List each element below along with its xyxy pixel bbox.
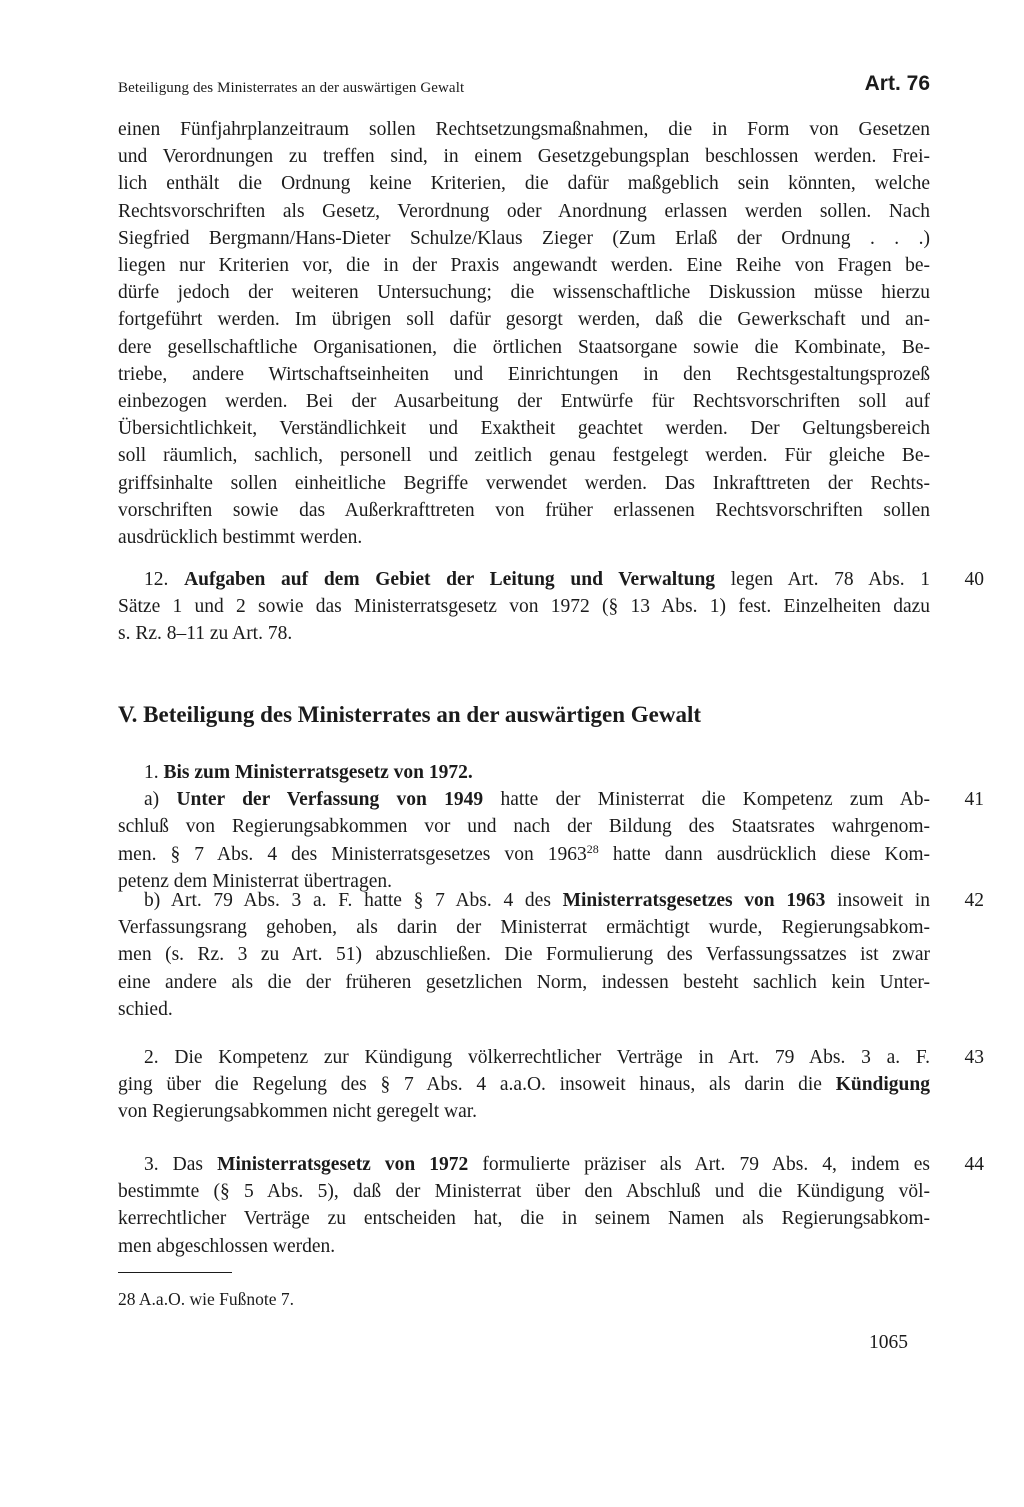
text-line: Sätze 1 und 2 sowie das Ministerratsgesetz von 1972 (§ 13 Abs. 1) fest. Einzelheiten dazu xyxy=(118,596,930,618)
footnote-reference[interactable]: 28 xyxy=(586,841,599,856)
margin-number: 43 xyxy=(964,1047,984,1068)
margin-number: 44 xyxy=(964,1154,984,1175)
text-line xyxy=(118,841,930,868)
bold-phrase: Aufgaben auf dem Gebiet der Leitung und Verwaltung xyxy=(184,569,716,590)
text-line: men (s. Rz. 3 zu Art. 51) abzuschließen. Die Formulierung des Verfassungssatzes ist zwar xyxy=(118,944,930,966)
text-line: petenz dem Ministerrat übertragen. xyxy=(118,870,392,892)
text-line: ausdrücklich bestimmt werden. xyxy=(118,527,363,549)
text-line xyxy=(118,1151,930,1178)
subsection-number: 1. xyxy=(144,762,159,783)
text-line: fortgeführt werden. Im übrigen soll dafür gesorgt werden, daß die Gewerkschaft und an- xyxy=(118,309,930,331)
text-line: und Verordnungen zu treffen sind, in einem Gesetzgebungsplan beschlossen werden. Frei- xyxy=(118,146,930,168)
text-fragment: ging über die Regelung des § 7 Abs. 4 a.a.O. insoweit hinaus, als darin die xyxy=(118,1074,822,1096)
text-line: von Regierungsabkommen nicht geregelt war. xyxy=(118,1101,478,1123)
text-line: Übersichtlichkeit, Verständlichkeit und Exaktheit geachtet werden. Der Geltungsbereich xyxy=(118,418,930,440)
text-line: Siegfried Bergmann/Hans-Dieter Schulze/Klaus Zieger (Zum Erlaß der Ordnung . . .) xyxy=(118,227,930,249)
text-line: dürfe jedoch der weiteren Untersuchung; die wissenschaftliche Diskussion müsse hierzu xyxy=(118,282,930,304)
text-fragment: hatte der Ministerrat die Kompetenz zum Ab- xyxy=(500,789,931,811)
paragraph-continuation xyxy=(118,116,930,551)
bold-phrase: Kündigung xyxy=(835,1074,930,1096)
paragraph-number: 12. xyxy=(144,569,169,590)
text-fragment: insoweit in xyxy=(837,890,931,911)
subsection-3 xyxy=(118,1151,930,1260)
text-line xyxy=(118,1071,930,1098)
text-fragment: hatte dann ausdrücklich diese Kom- xyxy=(612,843,930,865)
text-line: eine andere als die der früheren gesetzlichen Norm, indessen besteht sachlich kein Unter- xyxy=(118,971,930,993)
subsection-b xyxy=(118,869,930,1023)
footnote-divider xyxy=(118,1272,232,1273)
section-heading: V. Beteiligung des Ministerrates an der auswärtigen Gewalt xyxy=(118,702,702,727)
text-line: vorschriften sowie das Außerkrafttreten von früher erlassenen Rechtsvorschriften sollen xyxy=(118,499,930,521)
text-line xyxy=(118,887,930,914)
text-line: bestimmte (§ 5 Abs. 5), daß der Ministerrat über den Abschluß und die Kündigung völ- xyxy=(118,1181,930,1203)
text-line xyxy=(118,786,930,813)
text-line: triebe, andere Wirtschaftseinheiten und Einrichtungen in den Rechtsgestaltungsprozeß xyxy=(118,363,930,385)
margin-number: 40 xyxy=(964,569,984,590)
text-line: kerrechtlicher Verträge zu entscheiden hat, die in seinem Namen als Regierungsabkom- xyxy=(118,1208,930,1230)
text-fragment: men. § 7 Abs. 4 des Ministerratsgesetzes von 1963 xyxy=(118,843,587,865)
subsection-2 xyxy=(118,1044,930,1126)
paragraph-12 xyxy=(118,566,930,648)
text-fragment: legen Art. 78 Abs. 1 xyxy=(730,569,931,590)
text-line: s. Rz. 8–11 zu Art. 78. xyxy=(118,623,293,645)
text-line: men abgeschlossen werden. xyxy=(118,1235,336,1257)
running-head: Beteiligung des Ministerrates an der auswärtigen Gewalt xyxy=(118,80,465,96)
text-line: 2. Die Kompetenz zur Kündigung völkerrechtlicher Verträge in Art. 79 Abs. 3 a. F. xyxy=(144,1047,930,1068)
text-line xyxy=(118,759,930,786)
bold-phrase: Ministerratsgesetz von 1972 xyxy=(217,1154,469,1175)
bold-phrase: Bis zum Ministerratsgesetz von 1972. xyxy=(163,762,473,783)
text-line xyxy=(118,566,930,593)
text-line: lich enthält die Ordnung keine Kriterien, die dafür maßgeblich sein könnten, welche xyxy=(118,173,930,195)
footnote: 28 A.a.O. wie Fußnote 7. xyxy=(118,1289,294,1309)
article-label: Art. 76 xyxy=(864,72,930,95)
page-number: 1065 xyxy=(869,1332,908,1353)
text-line: dere gesellschaftliche Organisationen, die örtlichen Staatsorgane sowie die Kombinate, Be- xyxy=(118,336,930,358)
bold-phrase: Ministerratsgesetzes von 1963 xyxy=(562,890,826,911)
bold-phrase: Unter der Verfassung von 1949 xyxy=(176,789,484,811)
text-line: schied. xyxy=(118,998,173,1020)
text-fragment: 3. Das xyxy=(144,1154,204,1175)
item-prefix: a) xyxy=(144,789,160,811)
text-line: liegen nur Kriterien vor, die in der Praxis angewandt werden. Eine Reihe von Fragen be- xyxy=(118,255,930,277)
text-line: soll räumlich, sachlich, personell und zeitlich genau festgelegt werden. Für gleiche Be- xyxy=(118,445,930,467)
margin-number: 42 xyxy=(964,890,984,911)
text-fragment: b) Art. 79 Abs. 3 a. F. hatte § 7 Abs. 4 des xyxy=(144,890,551,911)
text-line: einen Fünfjahrplanzeitraum sollen Rechtsetzungsmaßnahmen, die in Form von Gesetzen xyxy=(118,119,930,140)
text-fragment: formulierte präziser als Art. 79 Abs. 4, indem es xyxy=(482,1154,931,1175)
text-line: einbezogen werden. Bei der Ausarbeitung der Entwürfe für Rechtsvorschriften soll auf xyxy=(118,391,930,413)
margin-number: 41 xyxy=(964,789,984,810)
text-line: griffsinhalte sollen einheitliche Begriffe verwendet werden. Das Inkrafttreten der Rechts- xyxy=(118,472,930,494)
text-line: schluß von Regierungsabkommen vor und nach der Bildung des Staatsrates wahrgenom- xyxy=(118,816,930,838)
text-line: Rechtsvorschriften als Gesetz, Verordnung oder Anordnung erlassen werden sollen. Nach xyxy=(118,200,930,222)
text-line: Verfassungsrang gehoben, als darin der Ministerrat ermächtigt wurde, Regierungsabkom- xyxy=(118,917,930,939)
